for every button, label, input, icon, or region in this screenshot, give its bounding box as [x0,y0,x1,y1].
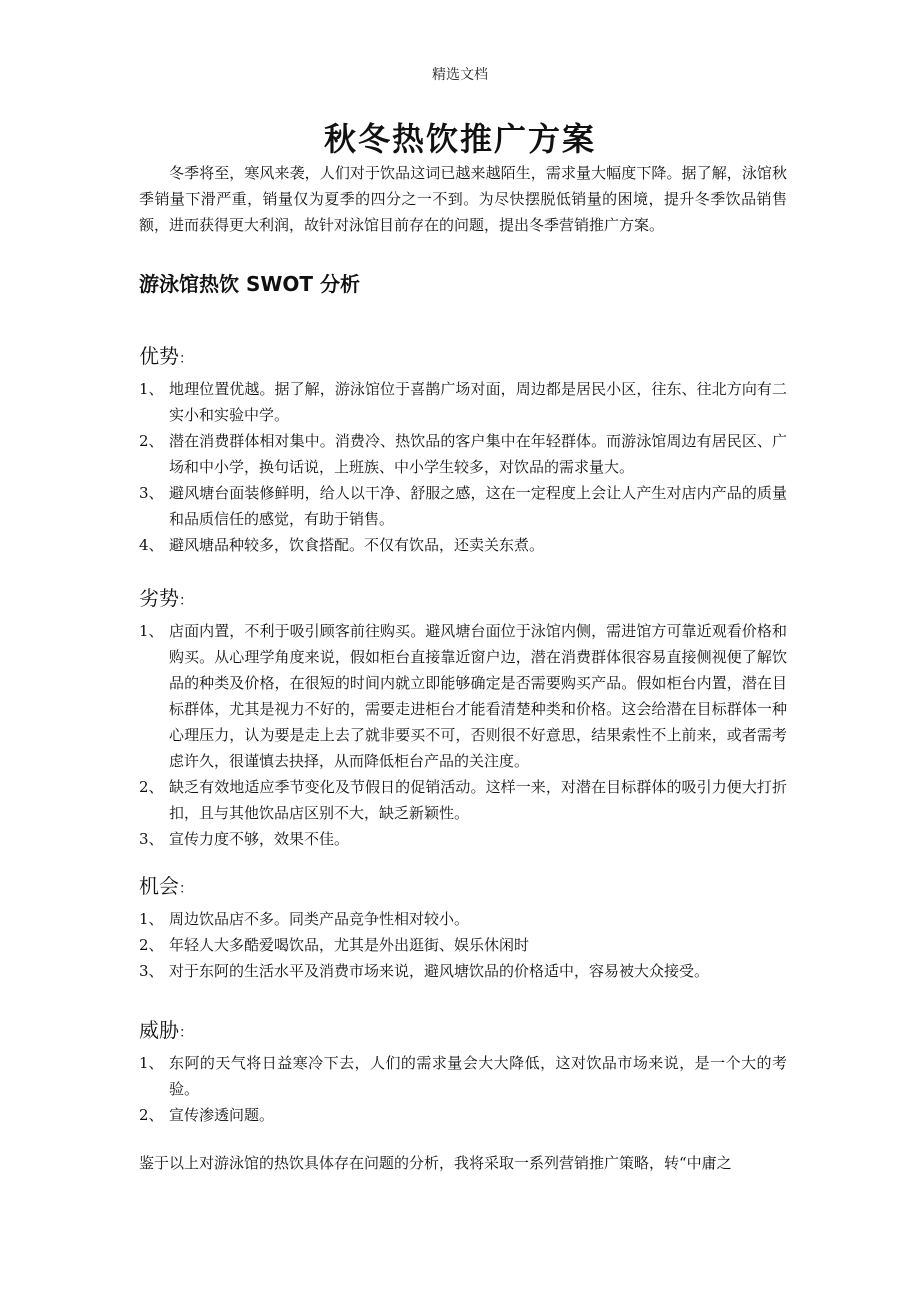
swot-heading: 游泳馆热饮 SWOT 分析 [139,272,361,296]
list-item: 2、 宣传渗透问题。 [139,1106,275,1124]
strengths-list [139,376,787,558]
list-item: 2、 潜在消费群体相对集中。消费冷、热饮品的客户集中在年轻群体。而游泳馆周边有居民区、广场和中小学，换句话说，上班族、中小学生较多，对饮品的需求量大。 [139,432,787,476]
opportunities-list [139,906,787,984]
list-item: 3、 对于东阿的生活水平及消费市场来说，避风塘饮品的价格适中，容易被大众接受。 [139,962,710,980]
list-item: 1、 地理位置优越。据了解，游泳馆位于喜鹊广场对面，周边都是居民小区，往东、往北方向有二实小和实验中学。 [139,380,787,424]
list-item: 4、 避风塘品种较多，饮食搭配。不仅有饮品，还卖关东煮。 [139,536,545,554]
closing-paragraph: 鉴于以上对游泳馆的热饮具体存在问题的分析，我将采取一系列营销推广策略，转“中庸之 [139,1154,732,1172]
strengths-heading: 优势： [139,344,193,368]
intro-paragraph: 冬季将至，寒风来袭，人们对于饮品这词已越来越陌生，需求量大幅度下降。据了解，泳馆秋季销量下滑严重，销量仅为夏季的四分之一不到。为尽快摆脱低销量的困境，提升冬季饮品销售额，进而获得更大利润，故针对泳馆目前存在的问题，提出冬季营销推广方案。 [139,164,787,234]
weaknesses-list [139,618,787,852]
document-header: 精选文档 [432,67,488,83]
opportunities-heading: 机会： [139,874,193,898]
list-item: 3、 宣传力度不够，效果不佳。 [139,830,350,848]
list-item: 1、 店面内置，不利于吸引顾客前往购买。避风塘台面位于泳馆内侧，需进馆方可靠近观看价格和购买。从心理学角度来说，假如柜台直接靠近窗户边，潜在消费群体很容易直接侧视便了解饮品的种类及价格，在很短的时间内就立即能够确定是否需要购买产品。假如柜台内置，潜在目标群体，尤其是视力不好的，需要走进柜台才能看清楚种类和价格。这会给潜在目标群体一种心理压力，认为要是走上去了就非要买不可，否则很不好意思，结果索性不上前来，或者需考虑许久，很谨慎去抉择，从而降低柜台产品的关注度。 [139,622,787,770]
list-item: 1、 东阿的天气将日益寒冷下去，人们的需求量会大大降低，这对饮品市场来说，是一个大的考验。 [139,1054,787,1098]
threats-list [139,1050,787,1128]
list-item: 2、 年轻人大多酷爱喝饮品，尤其是外出逛街、娱乐休闲时 [139,936,530,954]
threats-heading: 威胁： [139,1018,193,1042]
weaknesses-heading: 劣势： [139,586,193,610]
list-item: 3、 避风塘台面装修鲜明，给人以干净、舒服之感，这在一定程度上会让人产生对店内产品的质量和品质信任的感觉，有助于销售。 [139,484,787,528]
list-item: 2、 缺乏有效地适应季节变化及节假日的促销活动。这样一来，对潜在目标群体的吸引力便大打折扣，且与其他饮品店区别不大，缺乏新颖性。 [139,778,787,822]
document-title: 秋冬热饮推广方案 [323,120,596,158]
list-item: 1、 周边饮品店不多。同类产品竞争性相对较小。 [139,910,470,928]
